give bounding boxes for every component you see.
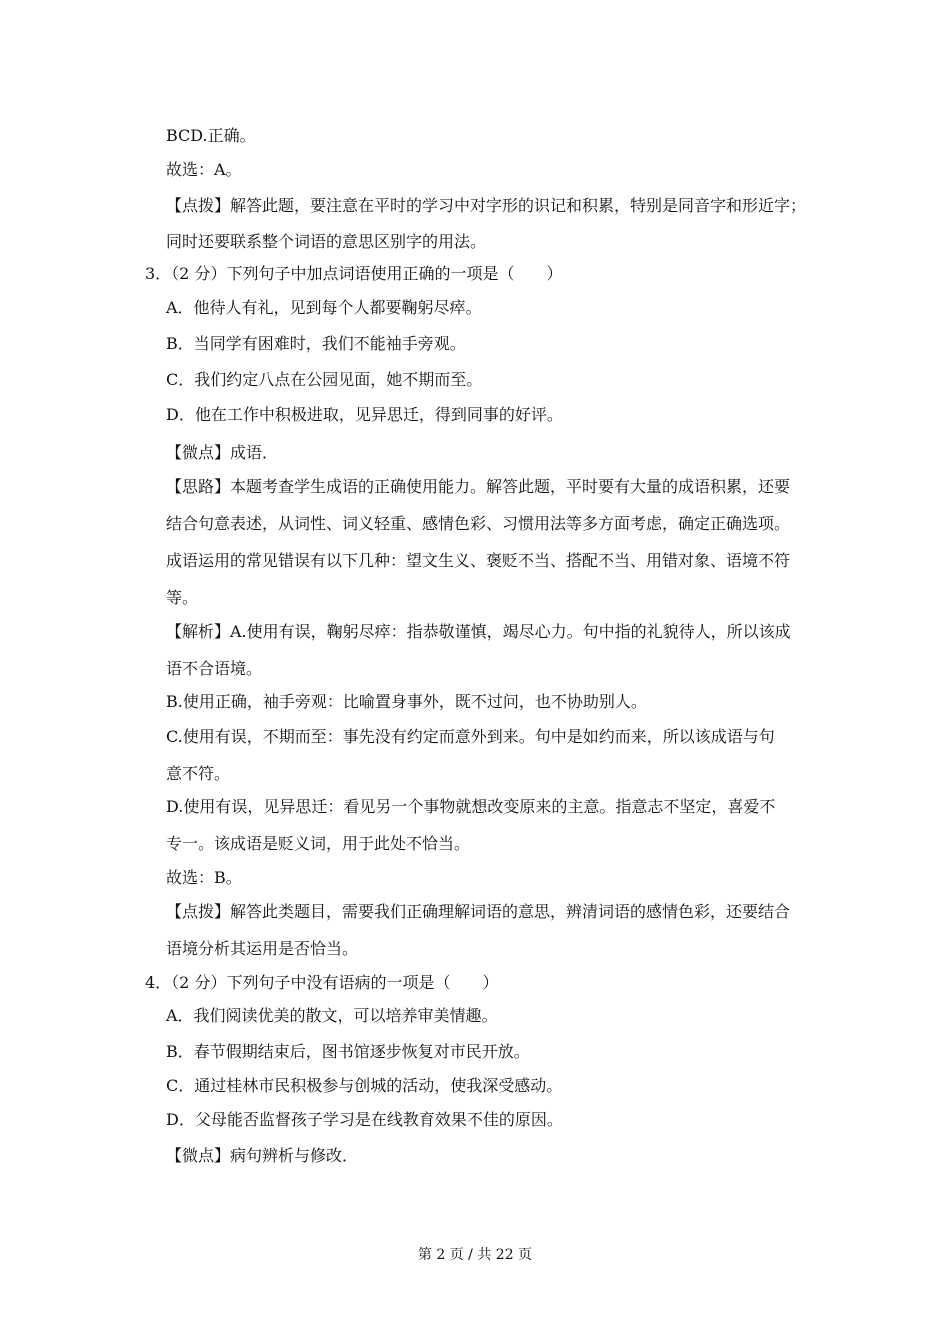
q4-option-a: A．我们阅读优美的散文，可以培养审美情趣。 [166, 1006, 498, 1025]
q2-tip-line2: 同时还要联系整个词语的意思区别字的用法。 [166, 232, 487, 251]
q3-idea-line1: 【思路】本题考查学生成语的正确使用能力。解答此题，平时要有大量的成语积累，还要 [166, 477, 791, 496]
q3-tip-line1: 【点拨】解答此类题目，需要我们正确理解词语的意思，辨清词语的感情色彩，还要结合 [166, 902, 791, 921]
q3-analysis-line2: 语不合语境。 [166, 659, 263, 678]
q2-bcd-note: BCD.正确。 [166, 126, 256, 145]
q4-point: 【微点】病句辨析与修改． [166, 1146, 359, 1165]
q3-tip-line2: 语境分析其运用是否恰当。 [166, 939, 359, 958]
q3-point: 【微点】成语． [166, 443, 279, 462]
q3-option-d: D．他在工作中积极进取，见异思迁，得到同事的好评。 [166, 405, 563, 424]
q3-option-c: C．我们约定八点在公园见面，她不期而至。 [166, 370, 483, 389]
q2-answer: 故选：A。 [166, 160, 242, 179]
q3-answer: 故选：B。 [166, 868, 242, 887]
q3-option-b: B．当同学有困难时，我们不能袖手旁观。 [166, 334, 466, 353]
q3-analysis-line5: 意不符。 [166, 764, 231, 783]
q3-analysis-line1: 【解析】A.使用有误，鞠躬尽瘁：指恭敬谨慎，竭尽心力。句中指的礼貌待人，所以该成 [166, 622, 791, 641]
q3-stem: 3．（2 分）下列句子中加点词语使用正确的一项是（ ） [145, 264, 563, 283]
q3-idea-line2: 结合句意表述，从词性、词义轻重、感情色彩、习惯用法等多方面考虑，确定正确选项。 [166, 514, 791, 533]
q3-analysis-line4: C.使用有误，不期而至：事先没有约定而意外到来。句中是如约而来，所以该成语与句 [166, 727, 775, 746]
q3-option-a: A．他待人有礼，见到每个人都要鞠躬尽瘁。 [166, 298, 482, 317]
q4-option-d: D．父母能否监督孩子学习是在线教育效果不佳的原因。 [166, 1110, 563, 1129]
q3-idea-line3: 成语运用的常见错误有以下几种：望文生义、褒贬不当、搭配不当、用错对象、语境不符 [166, 551, 791, 570]
q3-analysis-line3: B.使用正确，袖手旁观：比喻置身事外，既不过问，也不协助别人。 [166, 692, 647, 711]
q3-idea-line4: 等。 [166, 588, 199, 607]
q2-tip-line1: 【点拨】解答此题，要注意在平时的学习中对字形的识记和积累，特别是同音字和形近字； [166, 196, 807, 215]
q4-stem: 4．（2 分）下列句子中没有语病的一项是（ ） [145, 973, 499, 992]
q4-option-b: B．春节假期结束后，图书馆逐步恢复对市民开放。 [166, 1042, 530, 1061]
q3-analysis-line7: 专一。该成语是贬义词，用于此处不恰当。 [166, 834, 471, 853]
page-footer: 第 2 页 / 共 22 页 [417, 1247, 533, 1263]
q4-option-c: C．通过桂林市民积极参与创城的活动，使我深受感动。 [166, 1076, 563, 1095]
q3-analysis-line6: D.使用有误，见异思迁：看见另一个事物就想改变原来的主意。指意志不坚定，喜爱不 [166, 797, 776, 816]
